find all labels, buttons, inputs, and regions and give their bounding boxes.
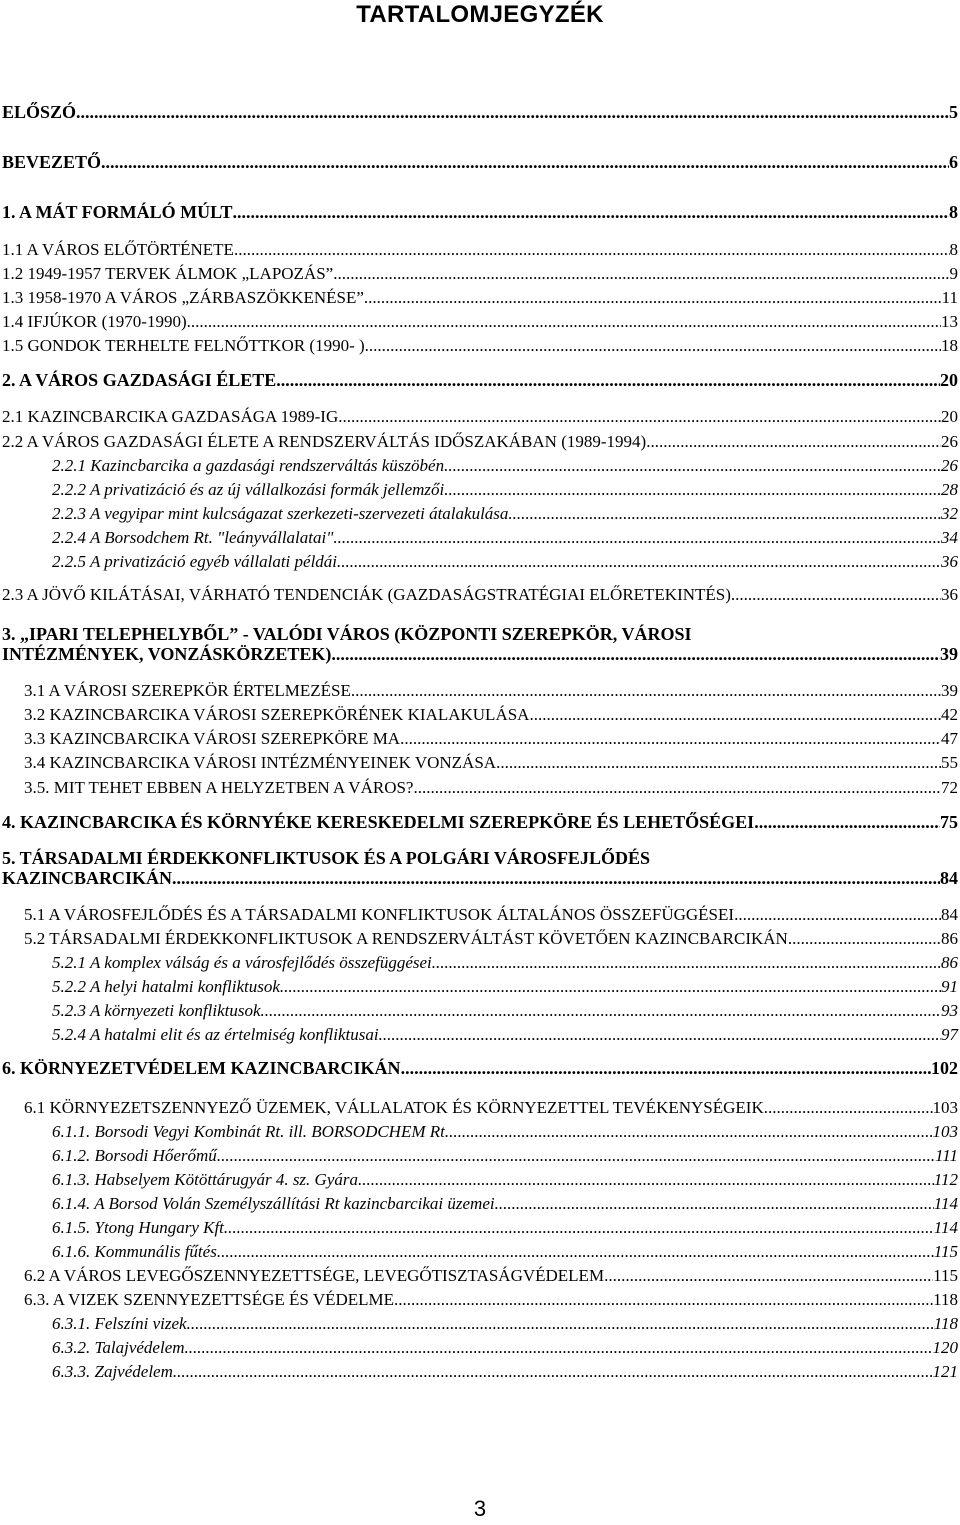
toc-leader-dots <box>338 407 941 426</box>
toc-entry-page: 20 <box>941 407 958 426</box>
toc-entry[interactable] <box>52 504 958 523</box>
toc-entry-label: 2.2 A VÁROS GAZDASÁGI ÉLETE A RENDSZERVÁLTÁS IDŐSZAKÁBAN (1989-1994) <box>2 432 647 451</box>
toc-entry-page: 84 <box>941 905 958 924</box>
toc-entry[interactable] <box>52 480 958 499</box>
toc-entry-label: 3.3 KAZINCBARCIKA VÁROSI SZEREPKÖRE MA <box>24 729 401 748</box>
toc-entry[interactable] <box>52 953 958 972</box>
toc-entry-label: 5.1 A VÁROSFEJLŐDÉS ÉS A TÁRSADALMI KONFLIKTUSOK ÁLTALÁNOS ÖSSZEFÜGGÉSEI <box>24 905 735 924</box>
toc-entry[interactable] <box>24 1266 958 1285</box>
toc-entry[interactable] <box>52 1025 958 1044</box>
toc-entry-page: 84 <box>940 868 958 889</box>
toc-entry-page: 103 <box>932 1122 958 1141</box>
toc-entry-label: 2.3 A JÖVŐ KILÁTÁSAI, VÁRHATÓ TENDENCIÁK (GAZDASÁGSTRATÉGIAI ELŐRETEKINTÉS) <box>2 585 731 604</box>
toc-leader-dots <box>529 705 941 724</box>
toc-entry[interactable] <box>24 929 958 948</box>
toc-entry-page: 39 <box>941 681 958 700</box>
toc-title: TARTALOMJEGYZÉK <box>356 1 604 28</box>
toc-leader-dots <box>333 264 949 283</box>
toc-leader-dots <box>358 1170 934 1189</box>
toc-entry-page: 72 <box>941 778 958 797</box>
toc-entry[interactable] <box>24 681 958 700</box>
toc-entry-label: 5.2.4 A hatalmi elit és az értelmiség konfliktusai <box>52 1025 379 1044</box>
toc-entry[interactable] <box>52 1362 958 1381</box>
toc-entry-label: 5.2.1 A komplex válság és a városfejlődés összefüggései <box>52 953 432 972</box>
toc-leader-dots <box>734 905 941 924</box>
toc-entry-label: 3.4 KAZINCBARCIKA VÁROSI INTÉZMÉNYEINEK VONZÁSA <box>24 753 497 772</box>
toc-entry-page: 114 <box>933 1218 958 1237</box>
toc-entry[interactable] <box>52 1338 958 1357</box>
toc-entry[interactable] <box>2 152 958 172</box>
toc-entry[interactable] <box>24 729 958 748</box>
toc-leader-dots <box>400 729 941 748</box>
toc-entry-page: 26 <box>941 456 958 475</box>
toc-entry[interactable] <box>24 1098 958 1117</box>
toc-entry-label: 6.1.3. Habselyem Kötöttárugyár 4. sz. Gyára <box>52 1170 358 1189</box>
toc-entry-label: 6.1.2. Borsodi Hőerőmű <box>52 1146 217 1165</box>
toc-leader-dots <box>379 1025 941 1044</box>
toc-entry[interactable] <box>2 1058 958 1078</box>
toc-entry[interactable] <box>2 624 958 664</box>
toc-leader-dots <box>185 1338 933 1357</box>
toc-entry[interactable] <box>52 1170 958 1189</box>
toc-entry[interactable] <box>2 312 958 331</box>
toc-entry[interactable] <box>2 264 958 283</box>
toc-entry[interactable] <box>2 336 958 355</box>
toc-leader-dots <box>261 1001 941 1020</box>
toc-entry[interactable] <box>24 753 958 772</box>
toc-leader-dots <box>496 753 941 772</box>
toc-entry-label-continued: KAZINCBARCIKÁN <box>2 868 173 889</box>
toc-entry-page: 9 <box>949 264 958 283</box>
toc-leader-dots <box>401 1058 931 1078</box>
toc-leader-dots <box>172 868 940 888</box>
toc-leader-dots <box>444 480 941 499</box>
toc-leader-dots <box>217 1242 934 1261</box>
toc-entry-page: 42 <box>941 705 958 724</box>
toc-entry-label: 2.2.2 A privatizáció és az új vállalkozási formák jellemzői <box>52 480 445 499</box>
toc-entry-page: 102 <box>931 1058 958 1078</box>
toc-leader-dots <box>333 528 941 547</box>
toc-entry-page: 97 <box>941 1025 958 1044</box>
toc-entry-label: 4. KAZINCBARCIKA ÉS KÖRNYÉKE KERESKEDELMI SZEREPKÖRE ÉS LEHETŐSÉGEI <box>2 812 755 832</box>
toc-leader-dots <box>445 1122 933 1141</box>
toc-entry-label: 6.3.1. Felszíni vizek <box>52 1314 187 1333</box>
toc-entry[interactable] <box>2 848 958 888</box>
toc-leader-dots <box>646 432 941 451</box>
toc-entry-label: 6.3.2. Talajvédelem <box>52 1338 185 1357</box>
toc-entry-label: 6.1.4. A Borsod Volán Személyszállítási Rt kazincbarcikai üzemei <box>52 1194 495 1213</box>
toc-entry-label: 2.2.3 A vegyipar mint kulcságazat szerkezeti-szervezeti átalakulása <box>52 504 509 523</box>
toc-entry[interactable] <box>2 585 958 604</box>
toc-entry-page: 39 <box>940 644 958 665</box>
toc-entry-label: 1. A MÁT FORMÁLÓ MÚLT <box>2 202 233 222</box>
toc-entry-page: 103 <box>932 1098 958 1117</box>
toc-entry-label: 6.3.3. Zajvédelem <box>52 1362 173 1381</box>
toc-entry[interactable] <box>2 370 958 390</box>
toc-leader-dots <box>508 504 941 523</box>
toc-entry-page: 6 <box>949 152 958 172</box>
toc-entry[interactable] <box>24 778 958 797</box>
toc-entry[interactable] <box>24 1290 958 1309</box>
toc-leader-dots <box>101 152 949 172</box>
toc-leader-dots <box>495 1194 934 1213</box>
toc-entry-label: 3.2 KAZINCBARCIKA VÁROSI SZEREPKÖRÉNEK KIALAKULÁSA <box>24 705 530 724</box>
toc-leader-dots <box>224 1218 934 1237</box>
toc-entry-page: 120 <box>932 1338 958 1357</box>
toc-entry-page: 36 <box>941 585 958 604</box>
toc-entry-label: 2.2.4 A Borsodchem Rt. "leányvállalatai" <box>52 528 334 547</box>
toc-entry-label: 1.4 IFJÚKOR (1970-1990) <box>2 312 187 331</box>
toc-entry-label: 6.1.5. Ytong Hungary Kft <box>52 1218 224 1237</box>
toc-entry[interactable] <box>52 1122 958 1141</box>
toc-leader-dots <box>234 240 950 259</box>
toc-leader-dots <box>173 1362 933 1381</box>
toc-entry-page: 8 <box>949 240 958 259</box>
toc-entry-label: 3.1 A VÁROSI SZEREPKÖR ÉRTELMEZÉSE <box>24 681 351 700</box>
toc-leader-dots <box>432 953 941 972</box>
toc-leader-dots <box>394 1290 933 1309</box>
toc-entry-label: 5. TÁRSADALMI ÉRDEKKONFLIKTUSOK ÉS A POLGÁRI VÁROSFEJLŐDÉS <box>2 848 650 868</box>
toc-entry[interactable] <box>52 1146 958 1165</box>
toc-leader-dots <box>337 552 941 571</box>
toc-leader-dots <box>364 288 942 307</box>
toc-entry[interactable] <box>2 240 958 259</box>
toc-leader-dots <box>788 929 941 948</box>
toc-leader-dots <box>331 644 940 664</box>
toc-entry-label: 2.2.1 Kazincbarcika a gazdasági rendszerváltás küszöbén <box>52 456 445 475</box>
toc-entry[interactable] <box>2 288 958 307</box>
toc-entry[interactable] <box>52 528 958 547</box>
toc-entry[interactable] <box>52 1218 958 1237</box>
toc-entry-label: 2.1 KAZINCBARCIKA GAZDASÁGA 1989-IG <box>2 407 339 426</box>
toc-entry-page: 121 <box>932 1362 958 1381</box>
toc-entry[interactable] <box>52 1194 958 1213</box>
toc-entry-page: 112 <box>933 1170 958 1189</box>
toc-leader-dots <box>731 585 941 604</box>
toc-entry-page: 118 <box>933 1314 958 1333</box>
toc-entry-page: 75 <box>940 812 958 832</box>
toc-entry-page: 18 <box>941 336 958 355</box>
toc-entry-label-continued: INTÉZMÉNYEK, VONZÁSKÖRZETEK) <box>2 644 332 665</box>
toc-entry-page: 28 <box>941 480 958 499</box>
toc-entry-label: 2. A VÁROS GAZDASÁGI ÉLETE <box>2 370 277 390</box>
toc-entry[interactable] <box>52 552 958 571</box>
toc-entry-page: 86 <box>941 929 958 948</box>
toc-entry-label: 6.2 A VÁROS LEVEGŐSZENNYEZETTSÉGE, LEVEGŐTISZTASÁGVÉDELEM <box>24 1266 605 1285</box>
toc-entry[interactable] <box>52 1314 958 1333</box>
toc-entry[interactable] <box>24 905 958 924</box>
toc-entry-label: 6.1 KÖRNYEZETSZENNYEZŐ ÜZEMEK, VÁLLALATOK ÉS KÖRNYEZETTEL TEVÉKENYSÉGEIK <box>24 1098 764 1117</box>
toc-entry-label: 6.3. A VIZEK SZENNYEZETTSÉGE ÉS VÉDELME <box>24 1290 395 1309</box>
toc-entry[interactable] <box>52 977 958 996</box>
toc-entry-label: 6. KÖRNYEZETVÉDELEM KAZINCBARCIKÁN <box>2 1058 401 1078</box>
toc-entry-label: 5.2 TÁRSADALMI ÉRDEKKONFLIKTUSOK A RENDSZERVÁLTÁST KÖVETŐEN KAZINCBARCIKÁN <box>24 929 788 948</box>
toc-entry[interactable] <box>52 1001 958 1020</box>
toc-entry-label: BEVEZETŐ <box>2 152 102 172</box>
toc-leader-dots <box>754 812 940 832</box>
toc-leader-dots <box>276 370 940 390</box>
toc-entry-page: 32 <box>941 504 958 523</box>
toc-entry-page: 55 <box>941 753 958 772</box>
toc-entry-page: 118 <box>933 1290 958 1309</box>
toc-entry-page: 93 <box>941 1001 958 1020</box>
toc-entry-label: 5.2.2 A helyi hatalmi konfliktusok <box>52 977 280 996</box>
toc-leader-dots <box>764 1098 933 1117</box>
toc-entry-page: 91 <box>941 977 958 996</box>
toc-leader-dots <box>444 456 941 475</box>
toc-entry-label: 2.2.5 A privatizáció egyéb vállalati példái <box>52 552 338 571</box>
toc-leader-dots <box>233 202 949 222</box>
toc-entry-page: 5 <box>949 102 958 122</box>
toc-entry-label: 6.1.6. Kommunális fűtés <box>52 1242 217 1261</box>
page-number: 3 <box>473 1496 487 1521</box>
toc-entry-page: 111 <box>935 1146 958 1165</box>
toc-entry[interactable] <box>2 407 958 426</box>
toc-entry-label: 1.5 GONDOK TERHELTE FELNŐTTKOR (1990- ) <box>2 336 365 355</box>
toc-entry[interactable] <box>2 432 958 451</box>
toc-entry-label: 3. „IPARI TELEPHELYBŐL” - VALÓDI VÁROS (KÖZPONTI SZEREPKÖR, VÁROSI <box>2 624 692 644</box>
toc-entry-page: 115 <box>933 1266 958 1285</box>
toc-entry-page: 20 <box>940 370 958 390</box>
toc-leader-dots <box>604 1266 933 1285</box>
toc-entry[interactable] <box>2 812 958 832</box>
toc-entry-page: 34 <box>941 528 958 547</box>
toc-leader-dots <box>365 336 941 355</box>
toc-entry-label: 5.2.3 A környezeti konfliktusok <box>52 1001 261 1020</box>
toc-entry-label: 3.5. MIT TEHET EBBEN A HELYZETBEN A VÁROS? <box>24 778 414 797</box>
toc-entry[interactable] <box>24 705 958 724</box>
toc-entry-page: 8 <box>949 202 958 222</box>
toc-entry[interactable] <box>52 1242 958 1261</box>
toc-leader-dots <box>351 681 941 700</box>
toc-leader-dots <box>76 102 949 122</box>
toc-entry-label: 1.3 1958-1970 A VÁROS „ZÁRBASZÖKKENÉSE” <box>2 288 364 307</box>
toc-entry[interactable] <box>52 456 958 475</box>
toc-entry-page: 114 <box>933 1194 958 1213</box>
toc-entry-page: 11 <box>941 288 958 307</box>
toc-leader-dots <box>187 312 941 331</box>
toc-leader-dots <box>217 1146 935 1165</box>
toc-entry-page: 86 <box>941 953 958 972</box>
toc-entry-page: 36 <box>941 552 958 571</box>
toc-entry-page: 13 <box>941 312 958 331</box>
toc-leader-dots <box>187 1314 934 1333</box>
toc-entry-page: 47 <box>941 729 958 748</box>
toc-entry-label: ELŐSZÓ <box>2 102 77 122</box>
toc-entry[interactable] <box>2 202 958 222</box>
toc-entry-label: 1.1 A VÁROS ELŐTÖRTÉNETE <box>2 240 234 259</box>
toc-entry-page: 115 <box>933 1242 958 1261</box>
toc-entry-label: 6.1.1. Borsodi Vegyi Kombinát Rt. ill. BORSODCHEM Rt <box>52 1122 445 1141</box>
toc-entry-page: 26 <box>941 432 958 451</box>
toc-leader-dots <box>413 778 941 797</box>
toc-entry[interactable] <box>2 102 958 122</box>
toc-leader-dots <box>280 977 941 996</box>
toc-entry-label: 1.2 1949-1957 TERVEK ÁLMOK „LAPOZÁS” <box>2 264 334 283</box>
